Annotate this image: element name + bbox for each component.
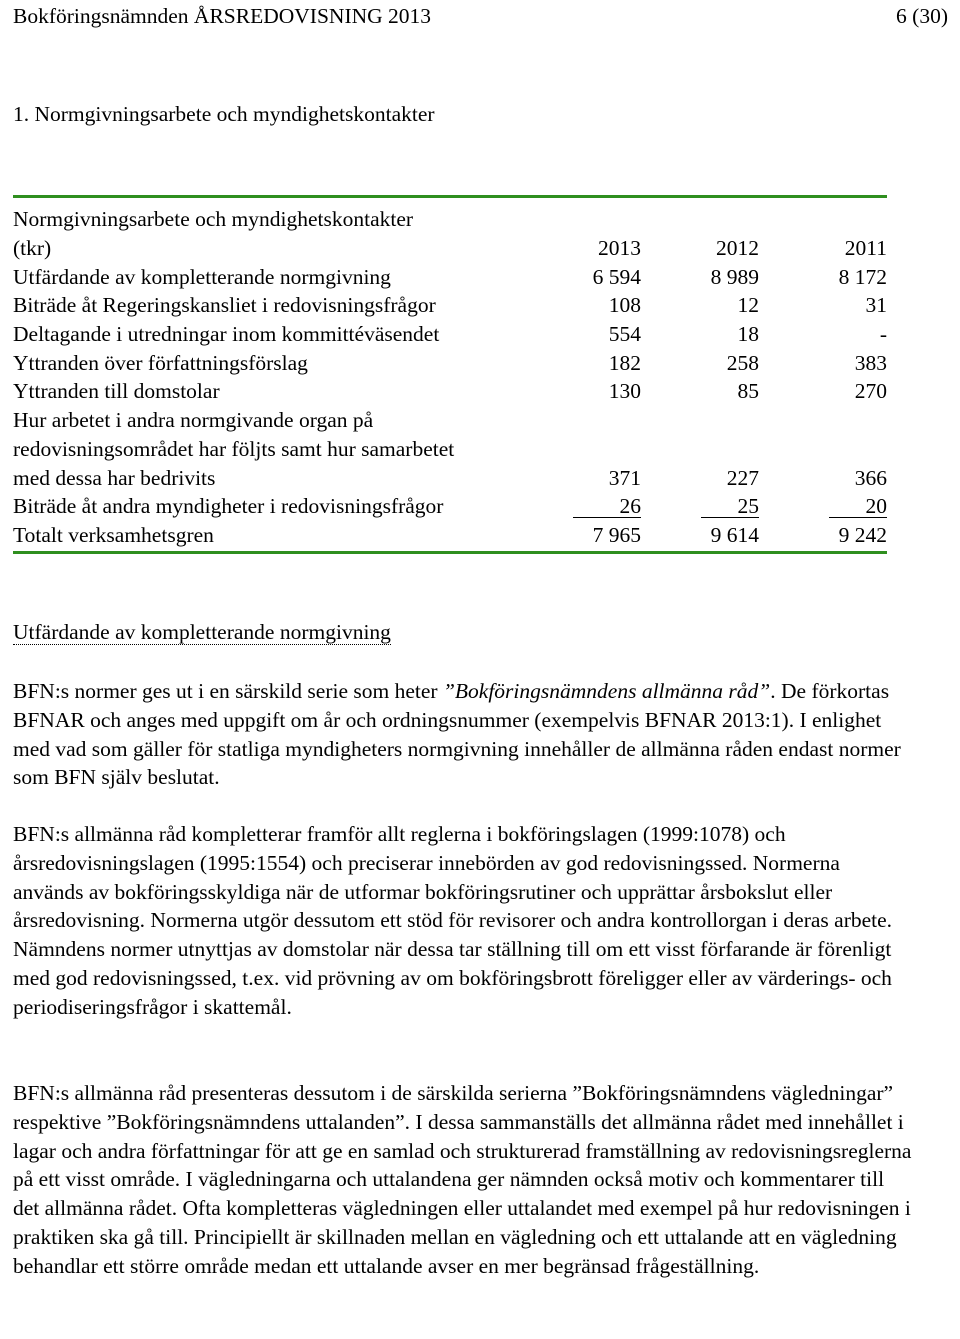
- total-value-2011: 9 242: [838, 522, 887, 547]
- row-label: Biträde åt andra myndigheter i redovisningsfrågor: [13, 494, 444, 519]
- row-value-2012: [641, 494, 759, 519]
- underlined-value: 20: [829, 495, 887, 518]
- row-value-2012: 85: [737, 379, 759, 404]
- row-value-2013: 130: [608, 379, 641, 404]
- row-value-2012: 8 989: [710, 264, 759, 289]
- row-value-2012: 12: [737, 293, 759, 318]
- table-row: [13, 349, 887, 378]
- table-bottom-rule: [13, 551, 887, 554]
- row-label: Yttranden över författningsförslag: [13, 350, 308, 375]
- row-value-2013: [523, 494, 641, 519]
- year-header-2011: 2011: [844, 235, 887, 260]
- paragraph-1-text-end: . De förkortas BFNAR och anges med uppgift om år och ordningsnummer (exempelvis BFNAR 2013:1). I enlighet med vad som gäller för statliga myndigheters normgivning innehåller de allmänna råden endast normer som BFN själv beslutat.: [13, 679, 901, 790]
- paragraph-2: BFN:s allmänna råd kompletterar framför allt reglerna i bokföringslagen (1999:1078) och årsredovisningslagen (1995:1554) och preciserar innebörden av god redovisningssed. Normerna används av bokföringsskyldiga när de utformar bokföringsrutiner och upprättar årsbokslut eller årsredovisning. Normerna utgör dessutom ett stöd för revisorer och andra kontrollorgan i deras arbete. Nämndens normer utnyttjas av domstolar när dessa tar ställning till om ett visst förfarande är förenligt med god redovisningssed, t.ex. vid prövning av om bokföringsbrott föreligger eller av värderings- och periodiseringsfrågor i skattemål.: [13, 822, 893, 1019]
- underlined-value: 25: [701, 495, 759, 518]
- row-label: Biträde åt Regeringskansliet i redovisningsfrågor: [13, 293, 436, 318]
- subsection-heading: Utfärdande av kompletterande normgivning: [13, 620, 391, 644]
- paragraph-1-text-start: BFN:s normer ges ut i en särskild serie som heter: [13, 679, 443, 703]
- section-title: 1. Normgivningsarbete och myndighetskontakter: [13, 102, 435, 126]
- table-total-row: [13, 521, 887, 550]
- row-value-2011: [759, 494, 887, 519]
- row-value-2011: 366: [854, 465, 887, 490]
- row-value-2011: 31: [865, 293, 887, 318]
- row-label: Deltagande i utredningar inom kommittéväsendet: [13, 321, 440, 346]
- table-title: Normgivningsarbete och myndighetskontakter: [13, 206, 414, 231]
- table-row: [13, 377, 887, 406]
- series-name: ”Bokföringsnämndens allmänna råd”: [442, 679, 771, 703]
- year-header-2012: 2012: [716, 235, 759, 260]
- total-value-2012: 9 614: [710, 522, 759, 547]
- row-value-2013: 371: [608, 465, 641, 490]
- row-value-2013: 108: [608, 293, 641, 318]
- total-label: Totalt verksamhetsgren: [13, 522, 214, 547]
- table-title-row: [13, 198, 887, 234]
- row-value-2011: 8 172: [838, 264, 887, 289]
- table-row: [13, 291, 887, 320]
- row-value-2012: 258: [726, 350, 759, 375]
- table-unit: (tkr): [13, 235, 52, 260]
- underlined-value: 26: [573, 495, 641, 518]
- row-label: Hur arbetet i andra normgivande organ på redovisningsområdet har följts samt hur samarbetet med dessa har bedrivits: [13, 408, 455, 490]
- table-row: [13, 263, 887, 292]
- row-label: Utfärdande av kompletterande normgivning: [13, 264, 391, 289]
- table-header-row: [13, 234, 887, 263]
- row-value-2013: 182: [608, 350, 641, 375]
- row-value-2012: 227: [726, 465, 759, 490]
- row-label: Yttranden till domstolar: [13, 379, 220, 404]
- row-value-2011: 383: [854, 350, 887, 375]
- document-header-title: Bokföringsnämnden ÅRSREDOVISNING 2013: [13, 4, 432, 28]
- total-value-2013: 7 965: [592, 522, 641, 547]
- row-value-2013: 554: [608, 321, 641, 346]
- table-row: [13, 492, 887, 521]
- table-row: [13, 406, 887, 492]
- page-number: 6 (30): [896, 4, 948, 28]
- row-value-2011: 270: [854, 379, 887, 404]
- paragraph-3: BFN:s allmänna råd presenteras dessutom i de särskilda serierna ”Bokföringsnämndens vägledningar” respektive ”Bokföringsnämndens uttalanden”. I dessa sammanställs det allmänna rådet med innehållet i lagar och andra författningar för att ge en samlad och strukturerad framställning av redovisningsreglerna på ett visst område. I vägledningarna och uttalandena ger nämnden också motiv och kommentarer till det allmänna rådet. Ofta kompletteras vägledningen eller uttalandet med exempel på hur redovisningen i praktiken ska gå till. Principiellt är skillnaden mellan en vägledning och ett uttalande att en vägledning behandlar ett större område medan ett uttalande avser en mer begränsad frågeställning.: [13, 1081, 912, 1278]
- paragraph-1: [13, 677, 913, 792]
- row-value-2011: -: [879, 321, 887, 346]
- table-row: [13, 320, 887, 349]
- row-value-2012: 18: [737, 321, 759, 346]
- row-value-2013: 6 594: [592, 264, 641, 289]
- year-header-2013: 2013: [598, 235, 641, 260]
- activity-cost-table: [13, 195, 887, 554]
